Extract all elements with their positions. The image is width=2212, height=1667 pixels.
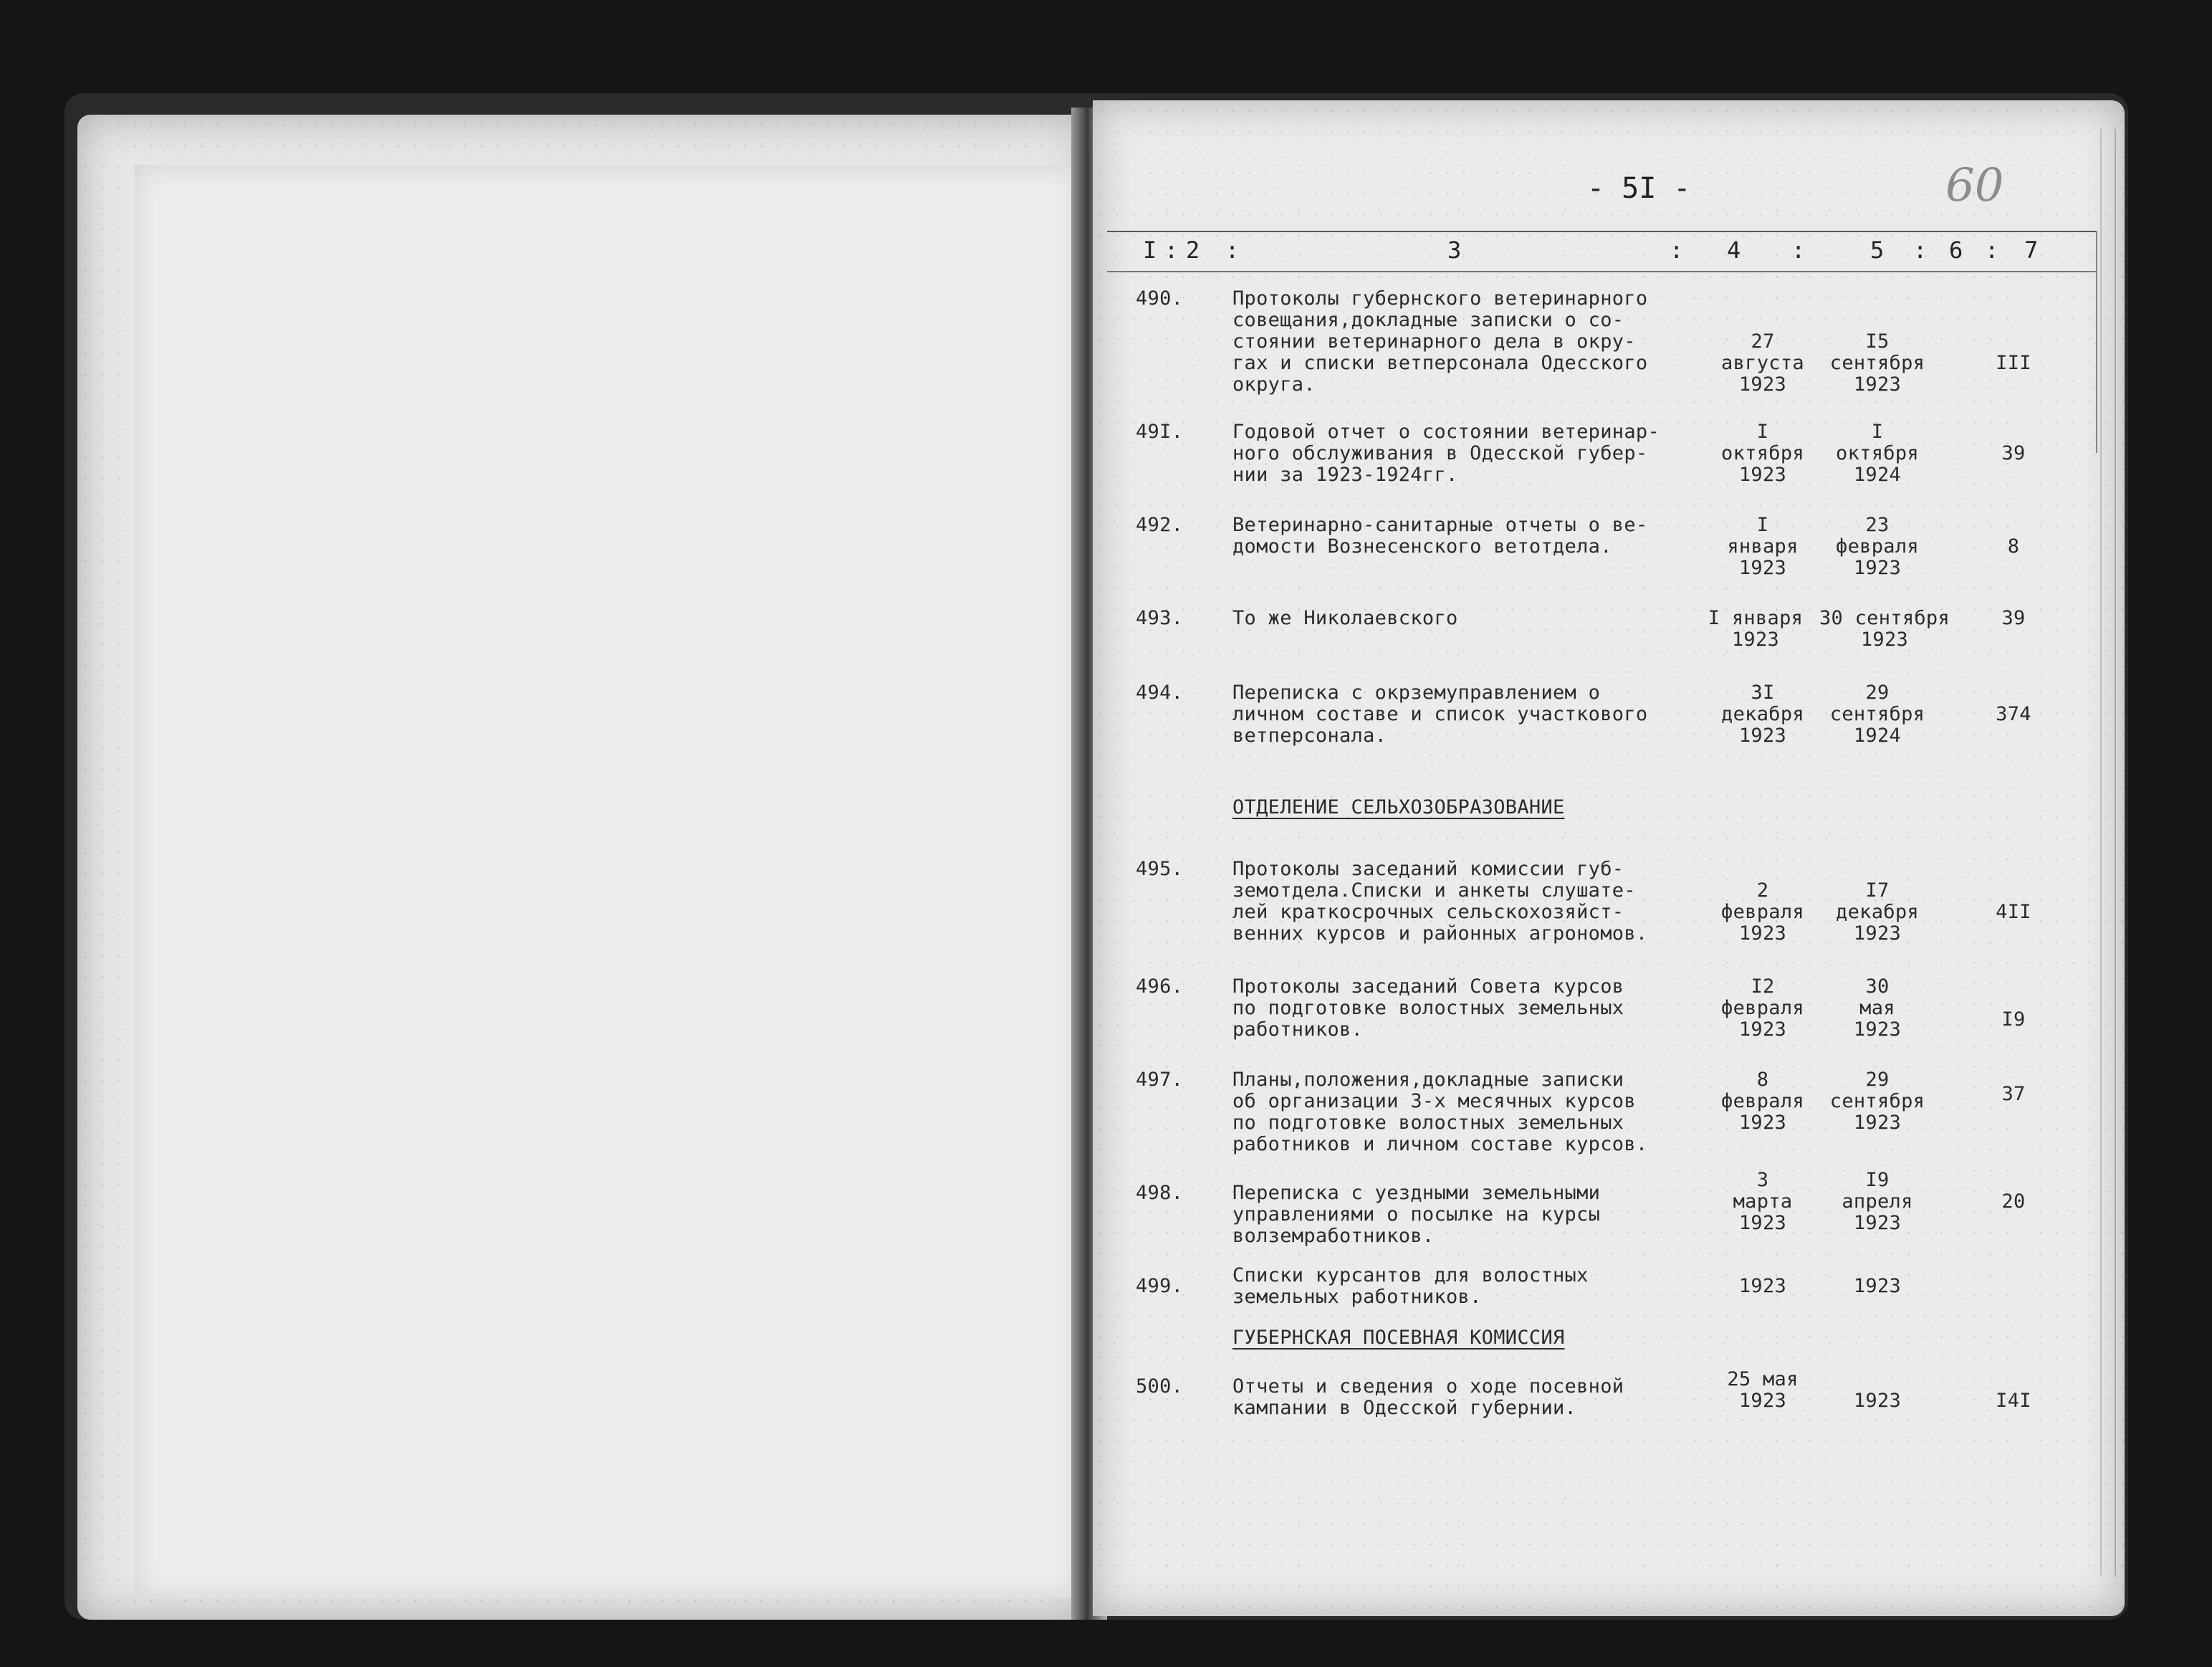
row-description: Переписка с уездными земельными управлениями о посылке на курсы волземработников. xyxy=(1232,1182,1601,1247)
row-number: 496. xyxy=(1136,975,1184,998)
row-start-date: I2 февраля 1923 xyxy=(1721,975,1804,1041)
header-col-7: 7 xyxy=(2024,237,2039,264)
row-sheet-count: I4I xyxy=(1996,1390,2031,1412)
row-end-date: 30 мая 1923 xyxy=(1853,975,1902,1041)
row-start-date: 3I декабря 1923 xyxy=(1721,682,1804,747)
row-number: 499. xyxy=(1136,1275,1184,1297)
header-bottom-rule xyxy=(1107,271,2096,272)
row-number: 495. xyxy=(1136,858,1184,880)
page-edge-lines xyxy=(2100,129,2116,1577)
row-number: 494. xyxy=(1136,682,1184,704)
row-sheet-count: 37 xyxy=(2001,1083,2026,1105)
row-number: 49I. xyxy=(1136,421,1184,443)
page-number: - 5I - xyxy=(1587,172,1691,205)
header-col-3: 3 xyxy=(1447,237,1462,264)
row-description: Отчеты и сведения о ходе посевной кампании в Одесской губернии. xyxy=(1232,1375,1624,1419)
row-end-date: I5 сентября 1923 xyxy=(1829,330,1925,396)
header-col-5: 5 xyxy=(1870,237,1885,264)
right-margin-rule xyxy=(2096,231,2097,453)
row-description: Протоколы заседаний Совета курсов по подготовке волостных земельных работников. xyxy=(1232,975,1624,1041)
row-start-date: 3 марта 1923 xyxy=(1733,1169,1793,1234)
row-sheet-count: III xyxy=(1996,352,2031,374)
row-description: Планы,положения,докладные записки об организации 3-х месячных курсов по подготовке волостных земельных работников и личном составе курсов. xyxy=(1232,1069,1648,1155)
row-description: Годовой отчет о состоянии ветеринар- ного обслуживания в Одесской губер- нии за 1923-1924гг. xyxy=(1232,421,1660,486)
header-sep: : xyxy=(1225,237,1240,264)
left-page-blank xyxy=(77,115,1089,1620)
header-sep: : xyxy=(1670,237,1684,264)
row-description: Протоколы заседаний комиссии губ- земотдела.Списки и анкеты слушате- лей краткосрочных сельскохозяйст- венних курсов и районных агрономов. xyxy=(1232,858,1648,945)
header-col-4: 4 xyxy=(1727,237,1741,264)
row-start-date: I октября 1923 xyxy=(1721,421,1804,486)
header-top-rule xyxy=(1107,231,2096,232)
header-sep: : xyxy=(1791,237,1806,264)
row-end-date: I7 декабря 1923 xyxy=(1836,879,1919,945)
row-sheet-count: 8 xyxy=(2007,535,2020,558)
header-sep: : xyxy=(1985,237,1999,264)
row-description: Ветеринарно-санитарные отчеты о ве- домости Вознесенского ветотдела. xyxy=(1232,514,1648,558)
row-number: 498. xyxy=(1136,1182,1184,1204)
row-end-date: I9 апреля 1923 xyxy=(1842,1169,1913,1234)
row-number: 500. xyxy=(1136,1375,1184,1398)
row-sheet-count: 39 xyxy=(2001,607,2026,629)
row-sheet-count: 4II xyxy=(1996,901,2031,923)
row-end-date: 30 сентября 1923 xyxy=(1819,607,1950,651)
row-end-date: 23 февраля 1923 xyxy=(1836,514,1919,579)
row-start-date: 1923 xyxy=(1738,1275,1787,1297)
header-sep: : xyxy=(1164,237,1179,264)
row-sheet-count: 374 xyxy=(1996,703,2031,725)
row-description: Списки курсантов для волостных земельных работников. xyxy=(1232,1264,1589,1308)
row-start-date: I января 1923 xyxy=(1708,607,1804,651)
row-number: 490. xyxy=(1136,287,1184,310)
row-number: 493. xyxy=(1136,607,1184,629)
row-sheet-count: 39 xyxy=(2001,442,2026,464)
header-col-6: 6 xyxy=(1949,237,1963,264)
folio-number-handwritten: 60 xyxy=(1945,159,2004,212)
row-start-date: 8 февраля 1923 xyxy=(1721,1069,1804,1134)
row-number: 492. xyxy=(1136,514,1184,536)
section-heading: ОТДЕЛЕНИЕ СЕЛЬХОЗОБРАЗОВАНИЕ xyxy=(1232,796,1565,818)
row-end-date: 1923 xyxy=(1853,1390,1902,1412)
row-end-date: 29 сентября 1923 xyxy=(1829,1069,1925,1134)
header-sep: : xyxy=(1913,237,1928,264)
row-description: Протоколы губернского ветеринарного совещания,докладные записки о со- стоянии ветеринарного дела в окру- гах и списки ветперсонала Одесского округа. xyxy=(1232,287,1648,396)
row-start-date: 25 мая 1923 xyxy=(1727,1368,1799,1412)
section-heading: ГУБЕРНСКАЯ ПОСЕВНАЯ КОМИССИЯ xyxy=(1232,1327,1565,1349)
row-start-date: 27 августа 1923 xyxy=(1721,330,1804,396)
row-end-date: I октября 1924 xyxy=(1836,421,1919,486)
row-end-date: 1923 xyxy=(1853,1275,1902,1297)
header-col-1: I xyxy=(1143,237,1157,264)
row-number: 497. xyxy=(1136,1069,1184,1091)
row-end-date: 29 сентября 1924 xyxy=(1829,682,1925,747)
left-page-inner-sheet xyxy=(135,165,1081,1598)
right-page xyxy=(1093,100,2125,1616)
row-start-date: I января 1923 xyxy=(1727,514,1799,579)
row-start-date: 2 февраля 1923 xyxy=(1721,879,1804,945)
header-col-2: 2 xyxy=(1186,237,1200,264)
row-description: То же Николаевского xyxy=(1232,607,1458,629)
row-sheet-count: I9 xyxy=(2001,1008,2026,1031)
row-description: Переписка с окрземуправлением о личном составе и список участкового ветперсонала. xyxy=(1232,682,1648,747)
row-sheet-count: 20 xyxy=(2001,1190,2026,1213)
